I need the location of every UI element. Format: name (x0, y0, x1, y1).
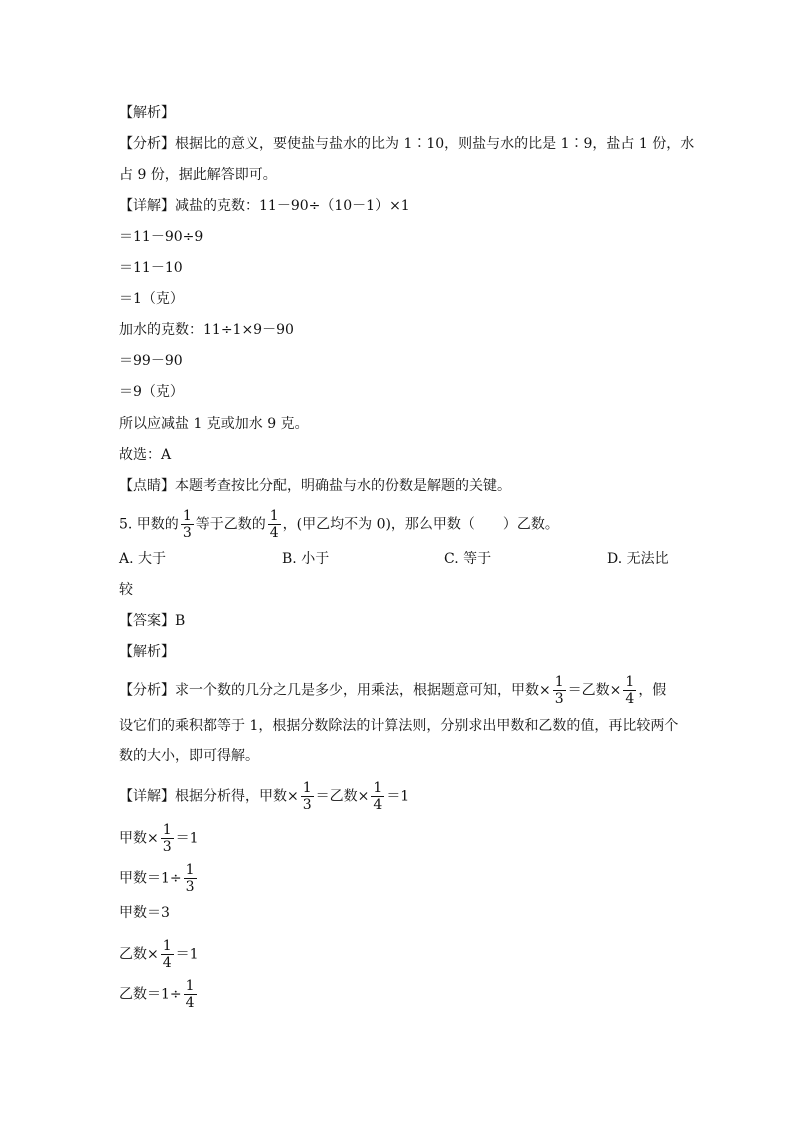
equation-line: 乙数× $\frac{1}{4}$ ＝1 (119, 938, 199, 971)
fraction: $\frac{1}{4}$ (185, 978, 195, 1011)
fraction: $\frac{1}{4}$ (625, 674, 635, 707)
section-analysis-label: 【解析】 (119, 644, 175, 660)
equation-line: ＝11－90÷9 (119, 229, 204, 245)
fraction: $\frac{1}{4}$ (373, 780, 383, 813)
option-c: C. 等于 (444, 551, 492, 567)
fraction: $\frac{1}{4}$ (269, 508, 279, 541)
fraction: $\frac{1}{3}$ (182, 508, 192, 541)
conclusion-text: 所以应减盐 1 克或加水 9 克。 (119, 416, 309, 432)
fraction: $\frac{1}{3}$ (554, 674, 564, 707)
section-analysis-label: 【解析】 (119, 105, 175, 121)
fraction: $\frac{1}{3}$ (185, 862, 195, 895)
option-b: B. 小于 (282, 551, 330, 567)
equation-line: 乙数＝1÷ $\frac{1}{4}$ (119, 978, 195, 1011)
option-a: A. 大于 (119, 551, 167, 567)
analysis-text: 占 9 份，据此解答即可。 (119, 167, 277, 183)
option-d-continued: 较 (119, 582, 133, 598)
choice-text: 故选：A (119, 447, 172, 463)
question-5: 5. 甲数的 $\frac{1}{3}$ 等于乙数的 $\frac{1}{4}$ ，(甲乙均不为 0)，那么甲数（ ）乙数。 (119, 508, 559, 541)
option-d: D. 无法比 (607, 551, 669, 567)
answer-label: 【答案】B (119, 613, 186, 629)
equation-line: ＝99－90 (119, 353, 183, 369)
equation-line: 甲数＝3 (119, 905, 170, 921)
detail-text: 【详解】减盐的克数：11－90÷（10－1）×1 (119, 198, 410, 214)
analysis-text: 数的大小，即可得解。 (119, 748, 259, 764)
detail-text: 【详解】根据分析得，甲数× $\frac{1}{3}$ ＝乙数× $\frac{1}{4}$ ＝1 (119, 780, 410, 813)
equation-line: 加水的克数：11÷1×9－90 (119, 322, 294, 338)
analysis-text: 【分析】根据比的意义，要使盐与盐水的比为 1∶10，则盐与水的比是 1∶9，盐占 1 份，水 (119, 136, 695, 152)
fraction: $\frac{1}{3}$ (162, 822, 172, 855)
equation-line: ＝11－10 (119, 260, 183, 276)
analysis-text: 设它们的乘积都等于 1，根据分数除法的计算法则，分别求出甲数和乙数的值，再比较两个 (119, 718, 679, 734)
analysis-text: 【分析】求一个数的几分之几是多少，用乘法，根据题意可知，甲数× $\frac{1}{3}$ ＝乙数× $\frac{1}{4}$ ，假 (119, 674, 667, 707)
fraction: $\frac{1}{3}$ (302, 780, 312, 813)
fraction: $\frac{1}{4}$ (162, 938, 172, 971)
equation-line: 甲数＝1÷ $\frac{1}{3}$ (119, 862, 195, 895)
equation-line: ＝1（克） (119, 291, 184, 307)
equation-line: ＝9（克） (119, 384, 184, 400)
comment-text: 【点睛】本题考查按比分配，明确盐与水的份数是解题的关键。 (119, 478, 511, 494)
equation-line: 甲数× $\frac{1}{3}$ ＝1 (119, 822, 199, 855)
